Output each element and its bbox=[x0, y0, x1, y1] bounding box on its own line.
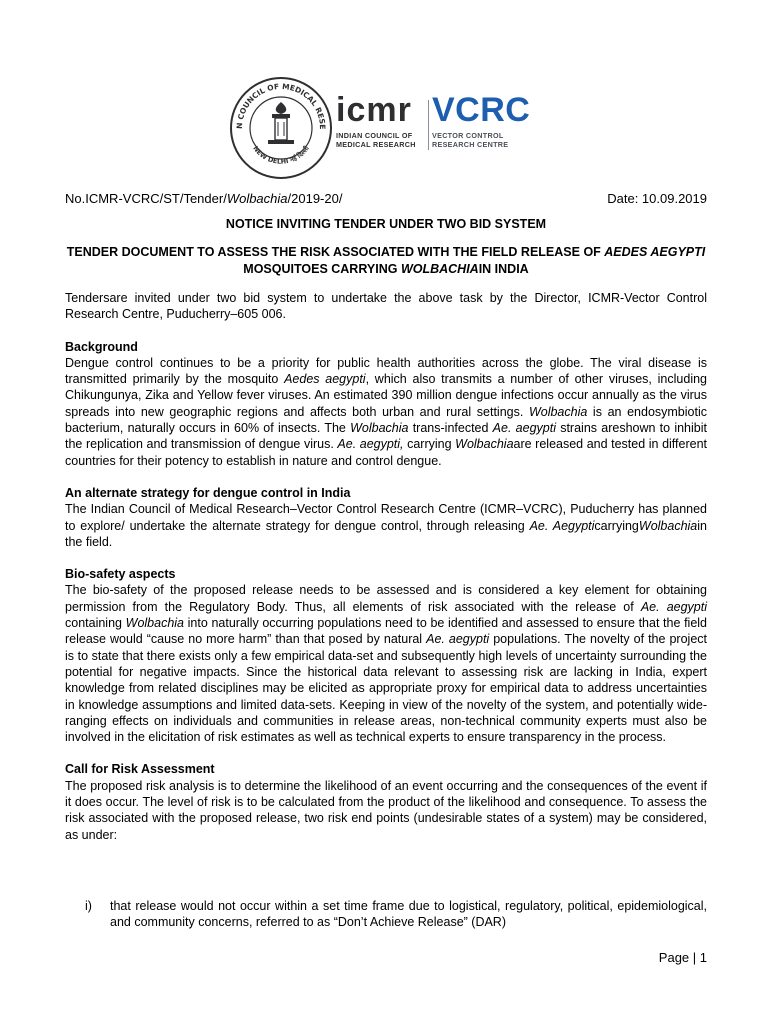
risk-assessment-section: Call for Risk Assessment The proposed risk analysis is to determine the likelihood of an event occurring and the consequences of the event if it does occur. The level of risk is to be calculated from the product of the likelihood and consequence. To assess the risk associated with the proposed release, two risk end points (undesirable states of a system) may be considered, as under: bbox=[65, 762, 707, 842]
alternate-strategy-section: An alternate strategy for dengue control in India The Indian Council of Medical Research–Vector Control Research Centre (ICMR–VCRC), Puducherry has planned to explore/ undertake the alternate strategy for dengue control, through releasing Ae. AegypticarryingWolbachiain the field. bbox=[65, 485, 707, 549]
section-heading: Call for Risk Assessment bbox=[65, 762, 215, 777]
document-date: Date: 10.09.2019 bbox=[607, 191, 707, 206]
vcrc-wordmark-logo bbox=[432, 93, 552, 153]
vcrc-subtitle-line-1: VECTOR CONTROL bbox=[432, 131, 504, 140]
icmr-subtitle bbox=[336, 131, 416, 149]
vcrc-subtitle bbox=[432, 131, 508, 149]
vcrc-subtitle-line-2: RESEARCH CENTRE bbox=[432, 140, 509, 149]
section-heading: Bio-safety aspects bbox=[65, 567, 176, 582]
biosafety-section: Bio-safety aspects The bio-safety of the proposed release needs to be assessed and is considered a key element for obtaining permission from the Regulatory Body. Thus, all elements of risk associated with the release of Ae. aegypti containing Wolbachia into naturally occurring populations need to be identified and assessed to ensure that the field release would “cause no more harm” than that posed by natural Ae. aegypti populations. The novelty of the project is to state that there exists only a few empirical data-set and subsequently high levels of uncertainty surrounding the potential for negative impacts. Since the historical data relevant to assessing risk are lacking in India, expert knowledge from related disciplines may be elicited as appropriate proxy for empirical data to address uncertainties in knowledge assumptions and limited data-sets. Keeping in view of the novelty of the system, and potentially wide-ranging effects on individuals and communities in release areas, non-technical community experts must also be involved in the elicitation of risk estimates as well as technical experts to ensure transparency in the process. bbox=[65, 567, 708, 745]
document-body bbox=[65, 290, 707, 859]
list-item-text: that release would not occur within a set time frame due to logistical, regulatory, political, epidemiological, and community concerns, referred to as “Don’t Achieve Release” (DAR) bbox=[110, 899, 707, 930]
logo-divider bbox=[428, 100, 429, 150]
background-section: Background Dengue control continues to be a priority for public health authorities across the globe. The viral disease is transmitted primarily by the mosquito Aedes aegypti, which also transmits a number of other viruses, including Chikungunya, Zika and Yellow fever viruses. An estimated 390 million dengue infections occur annually as the virus spreads into new geographic regions and affects both urban and rural settings. Wolbachia is an endosymbiotic bacterium, naturally occurs in 60% of insects. The Wolbachia trans-infected Ae. aegypti strains areshown to inhibit the replication and transmission of dengue virus. Ae. aegypti, carrying Wolbachiaare released and tested in different countries for their potency to establish in nature and control dengue. bbox=[65, 339, 708, 468]
notice-title: NOTICE INVITING TENDER UNDER TWO BID SYSTEM bbox=[225, 217, 547, 231]
icmr-word: icmr bbox=[336, 91, 412, 129]
list-item-number: i) bbox=[85, 899, 92, 913]
section-heading: An alternate strategy for dengue control in India bbox=[65, 485, 351, 500]
emblem-ring-text: N COUNCIL OF MEDICAL RESE bbox=[234, 81, 328, 130]
tender-title: TENDER DOCUMENT TO ASSESS THE RISK ASSOCIATED WITH THE FIELD RELEASE OF AEDES AEGYPTI MOSQUITOES CARRYING WOLBACHIAIN INDIA bbox=[66, 245, 706, 276]
vcrc-word: VCRC bbox=[432, 91, 531, 129]
reference-number: No.ICMR-VCRC/ST/Tender/Wolbachia/2019-20/ bbox=[65, 191, 343, 206]
icmr-subtitle-line-1: INDIAN COUNCIL OF bbox=[336, 131, 413, 140]
emblem-bottom-text: NEW DELHI नई दिल्ली bbox=[251, 144, 311, 166]
page-number: Page | 1 bbox=[658, 950, 707, 965]
svg-text:NEW DELHI नई दिल्ली bbox=[251, 144, 311, 165]
document-meta bbox=[65, 191, 707, 207]
section-heading: Background bbox=[65, 339, 138, 354]
icmr-subtitle-line-2: MEDICAL RESEARCH bbox=[336, 140, 416, 149]
intro-paragraph: Tendersare invited under two bid system to undertake the above task by the Director, ICMR-Vector Control Research Centre, Puducherry–605 006. bbox=[65, 291, 707, 322]
icmr-emblem-logo bbox=[228, 72, 334, 184]
icmr-wordmark-logo bbox=[336, 93, 431, 153]
svg-text:INDIAN COUNCIL OF MEDICAL RESE bbox=[228, 72, 327, 130]
